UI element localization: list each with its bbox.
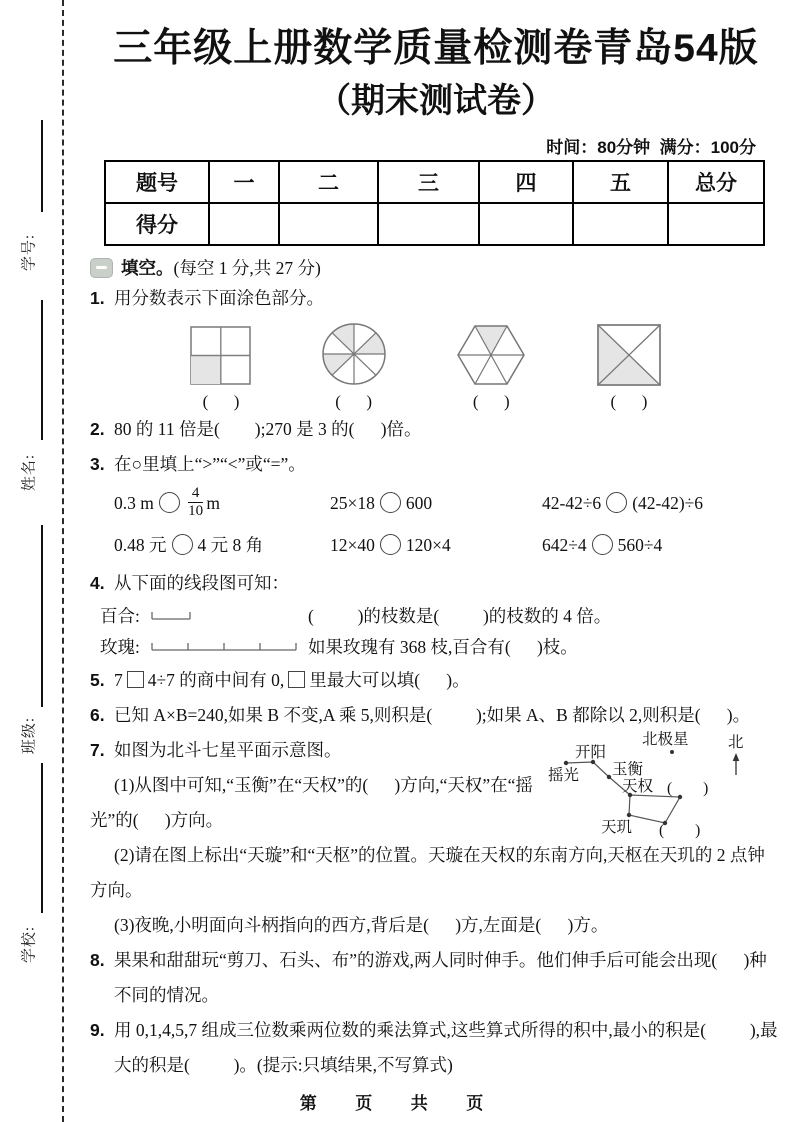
score-header-cell: 总分 [668,161,764,203]
score-empty-cell [279,203,378,245]
score-empty-cell [573,203,668,245]
question-number: 8. [90,949,105,970]
answer-blank: ( ) [610,391,648,411]
question-text: 从下面的线段图可知： [114,572,289,593]
section-one-icon [90,258,113,278]
question-9 [90,1013,782,1083]
segment-question-text: 如果玫瑰有 368 枝,百合有( )枝。 [308,636,578,657]
q5-part2: 4÷7 的商中间有 0, [147,669,285,690]
polaris-label: 北极星 [642,730,689,748]
question-number: 9. [90,1019,105,1040]
star-tianji [627,813,631,817]
question-text: 在○里填上“>”“<”或“=”。 [114,453,306,474]
question-text: 80 的 11 倍是( );270 是 3 的( )倍。 [114,418,422,439]
compare-circle-blank [159,492,180,513]
question-number: 6. [90,704,105,725]
question-7-sub3: (3)夜晚,小明面向斗柄指向的西方,背后是( )方,左面是( )方。 [114,914,609,935]
class-write-line [41,525,43,707]
segment-question-text: ( )的枝数是( )的枝数的 4 倍。 [308,605,612,626]
name-write-line [41,300,43,440]
school-write-line [41,763,43,913]
compare-right: m [206,492,220,513]
circle-eighths-figure [321,322,387,386]
compare-right: 4 元 8 角 [197,534,264,555]
page-title: 三年级上册数学质量检测卷青岛54版 [113,27,759,70]
compare-left: 25×18 [330,492,375,513]
compare-right: 600 [405,492,433,513]
compare-right: (42-42)÷6 [632,492,704,513]
score-label-cell: 得分 [105,203,209,245]
question-7-sub1: (1)从图中可知,“玉衡”在“天权”的( )方向,“天权”在“摇光”的( )方向。 [90,774,533,830]
page-footer: 第 页 共 页 [299,1094,494,1113]
fraction-denominator: 10 [188,503,204,520]
score-empty-cell [479,203,573,245]
yuheng-label: 玉衡 [612,760,644,778]
compare-item [330,482,542,524]
question-number: 2. [90,418,105,439]
compare-item [542,524,662,566]
compare-left: 42-42÷6 [542,492,602,513]
segment-row-rose [100,632,782,663]
score-table-header-row [105,161,764,203]
q5-part3: 里最大可以填( )。 [309,669,470,690]
tianquan-label: 天权 [622,777,654,795]
margin-label-class: 班级: [21,716,38,755]
question-number: 5. [90,669,105,690]
rose-segment-figure [150,639,308,655]
segment-row-lily [100,601,782,632]
question-7-sub2: (2)请在图上标出“天璇”和“天枢”的位置。天璇在天权的东南方向,天枢在天玑的 2 点钟方向。 [90,844,765,900]
digit-box-blank [288,671,305,688]
score-table [104,160,765,246]
answer-blank: ( ) [472,391,510,411]
question-5 [90,663,782,698]
compare-item [114,482,330,524]
compare-item [114,524,330,566]
lily-segment [150,608,308,624]
paper-content [90,0,782,1083]
rose-segment [150,639,308,655]
rose-label: 玫瑰: [100,636,140,657]
section-one-header [90,255,782,281]
margin-label-student-id: 学号: [21,233,38,272]
north-label: 北 [728,733,744,751]
time-score-info: 时间：80分钟 满分：100分 [546,137,756,157]
compare-left: 0.48 元 [114,534,167,555]
compare-row-2 [114,524,782,566]
compare-circle-blank [380,492,401,513]
shape-hexagon-sixths [455,322,527,412]
student-id-write-line [41,120,43,212]
question-number: 3. [90,453,105,474]
lily-segment-figure [150,608,308,624]
question-4 [90,566,782,601]
tianji-answer-blank: ( ) [659,821,701,839]
star-polaris [670,750,674,754]
score-header-cell: 二 [279,161,378,203]
question-text: 果果和甜甜玩“剪刀、石头、布”的游戏,两人同时伸手。他们伸手后可能会出现( )种不同的情况。 [114,949,767,1005]
section-title: 填空。 [121,257,174,278]
question-number: 1. [90,287,105,308]
compare-circle-blank [172,534,193,555]
score-table-score-row [105,203,764,245]
score-empty-cell [209,203,279,245]
section-note: (每空 1 分,共 27 分) [173,257,321,278]
compare-left: 12×40 [330,534,375,555]
tianquan-answer-blank: ( ) [667,779,709,797]
question-3 [90,447,782,482]
score-header-cell: 三 [378,161,479,203]
compare-right: 560÷4 [617,534,663,555]
fraction-numerator: 4 [188,485,204,503]
compare-right: 120×4 [405,534,451,555]
score-header-cell: 题号 [105,161,209,203]
score-empty-cell [378,203,479,245]
question-8 [90,943,782,1013]
compare-circle-blank [380,534,401,555]
digit-box-blank [127,671,144,688]
score-header-cell: 一 [209,161,279,203]
hexagon-sixths-figure [455,322,527,386]
question-text [114,663,470,698]
margin-label-name: 姓名: [21,453,38,492]
question-text: 已知 A×B=240,如果 B 不变,A 乘 5,则积是( );如果 A、B 都除以 2,则积是( )。 [114,704,751,725]
lily-label: 百合: [100,605,140,626]
shape-square-diagonals [596,324,662,412]
question-text: 用分数表示下面涂色部分。 [114,287,324,308]
score-header-cell: 五 [573,161,668,203]
compare-circle-blank [606,492,627,513]
compare-item [330,524,542,566]
score-empty-cell [668,203,764,245]
page-subtitle: （期末测试卷） [317,81,555,120]
shape-square-quarters [190,326,252,412]
fraction-4-10 [188,485,204,521]
big-dipper-diagram [545,727,790,845]
square-diagonals-figure [596,324,662,386]
question-number: 7. [90,739,105,760]
question-text: 如图为北斗七星平面示意图。 [114,739,342,760]
compare-circle-blank [592,534,613,555]
tianji-label: 天玑 [601,818,633,836]
square-quarters-figure [190,326,252,386]
compare-row-1 [114,482,782,524]
answer-blank: ( ) [335,391,373,411]
margin-label-school: 学校: [21,925,38,964]
compare-left: 0.3 m [114,492,154,513]
question-2 [90,412,782,447]
shape-circle-eighths [321,322,387,412]
compare-left: 642÷4 [542,534,587,555]
north-arrow-head [733,753,740,761]
fraction-shapes-row [90,316,782,412]
question-1 [90,281,782,316]
question-7 [90,730,782,943]
answer-blank: ( ) [202,391,240,411]
score-header-cell: 四 [479,161,573,203]
star-yaoguang [564,761,568,765]
kaiyang-label: 开阳 [575,743,607,761]
question-text: 用 0,1,4,5,7 组成三位数乘两位数的乘法算式,这些算式所得的积中,最小的积是( ),最大的积是( )。(提示:只填结果,不写算式) [114,1019,778,1075]
q5-part1: 7 [114,669,123,690]
star-yuheng [607,775,611,779]
dashed-cut-line [62,0,64,1122]
compare-item [542,482,703,524]
yaoguang-label: 摇光 [548,766,580,784]
question-number: 4. [90,572,105,593]
